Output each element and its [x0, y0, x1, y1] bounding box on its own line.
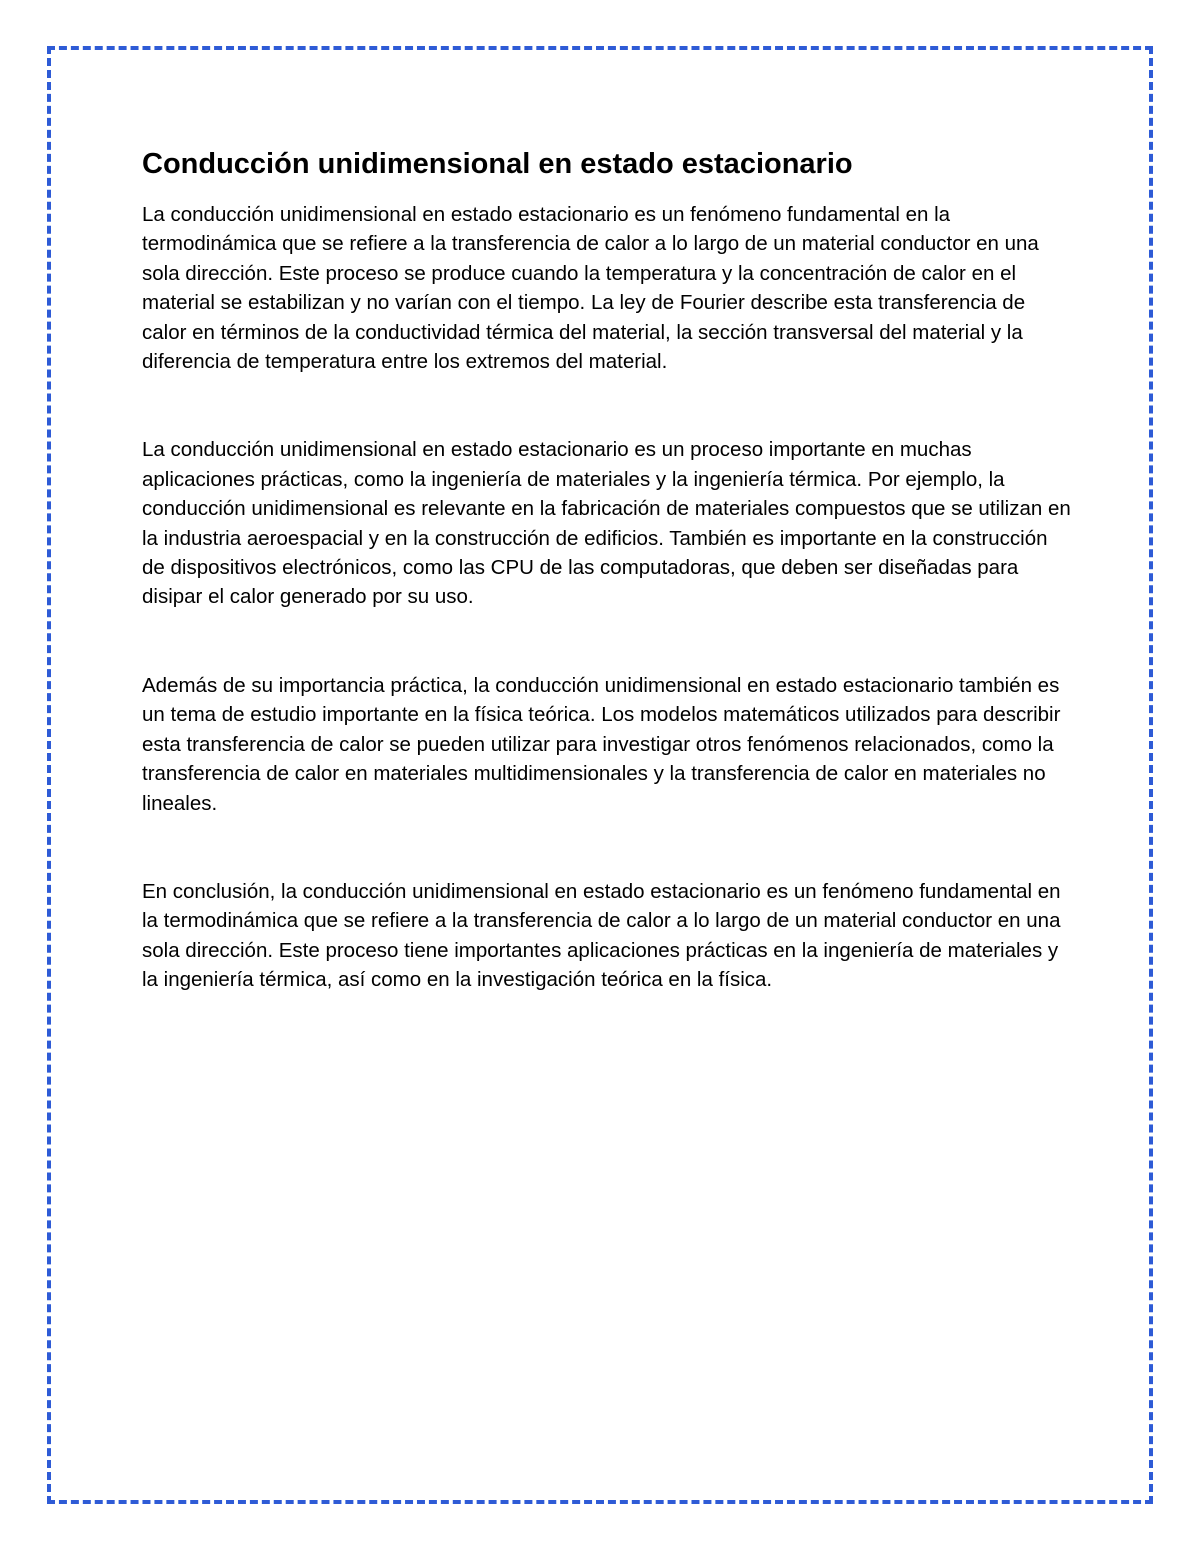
document-title: Conducción unidimensional en estado estacionario [142, 148, 853, 180]
paragraph-theory: Además de su importancia práctica, la conducción unidimensional en estado estacionario también es un tema de estudio importante en la física teórica. Los modelos matemáticos utilizados para describir esta transferencia de calor se pueden utilizar para investigar otros fenómenos relacionados, como la transferencia de calor en materiales multidimensionales y la transferencia de calor en materiales no lineales. [142, 673, 1061, 815]
paragraph-conclusion: En conclusión, la conducción unidimensional en estado estacionario es un fenómeno fundamental en la termodinámica que se refiere a la transferencia de calor a lo largo de un material conductor en una sola dirección. Este proceso tiene importantes aplicaciones prácticas en la ingeniería de materiales y la ingeniería térmica, así como en la investigación teórica en la física. [142, 879, 1061, 992]
document-body [142, 142, 1072, 995]
paragraph-applications: La conducción unidimensional en estado estacionario es un proceso importante en muchas aplicaciones prácticas, como la ingeniería de materiales y la ingeniería térmica. Por ejemplo, la conducción unidimensional es relevante en la fabricación de materiales compuestos que se utilizan en la industria aeroespacial y en la construcción de edificios. También es importante en la construcción de dispositivos electrónicos, como las CPU de las computadoras, que deben ser diseñadas para disipar el calor generado por su uso. [142, 438, 1071, 609]
paragraph-intro: La conducción unidimensional en estado estacionario es un fenómeno fundamental en la termodinámica que se refiere a la transferencia de calor a lo largo de un material conductor en una sola dirección. Este proceso se produce cuando la temperatura y la concentración de calor en el material se estabilizan y no varían con el tiempo. La ley de Fourier describe esta transferencia de calor en términos de la conductividad térmica del material, la sección transversal del material y la diferencia de temperatura entre los extremos del material. [142, 203, 1039, 374]
